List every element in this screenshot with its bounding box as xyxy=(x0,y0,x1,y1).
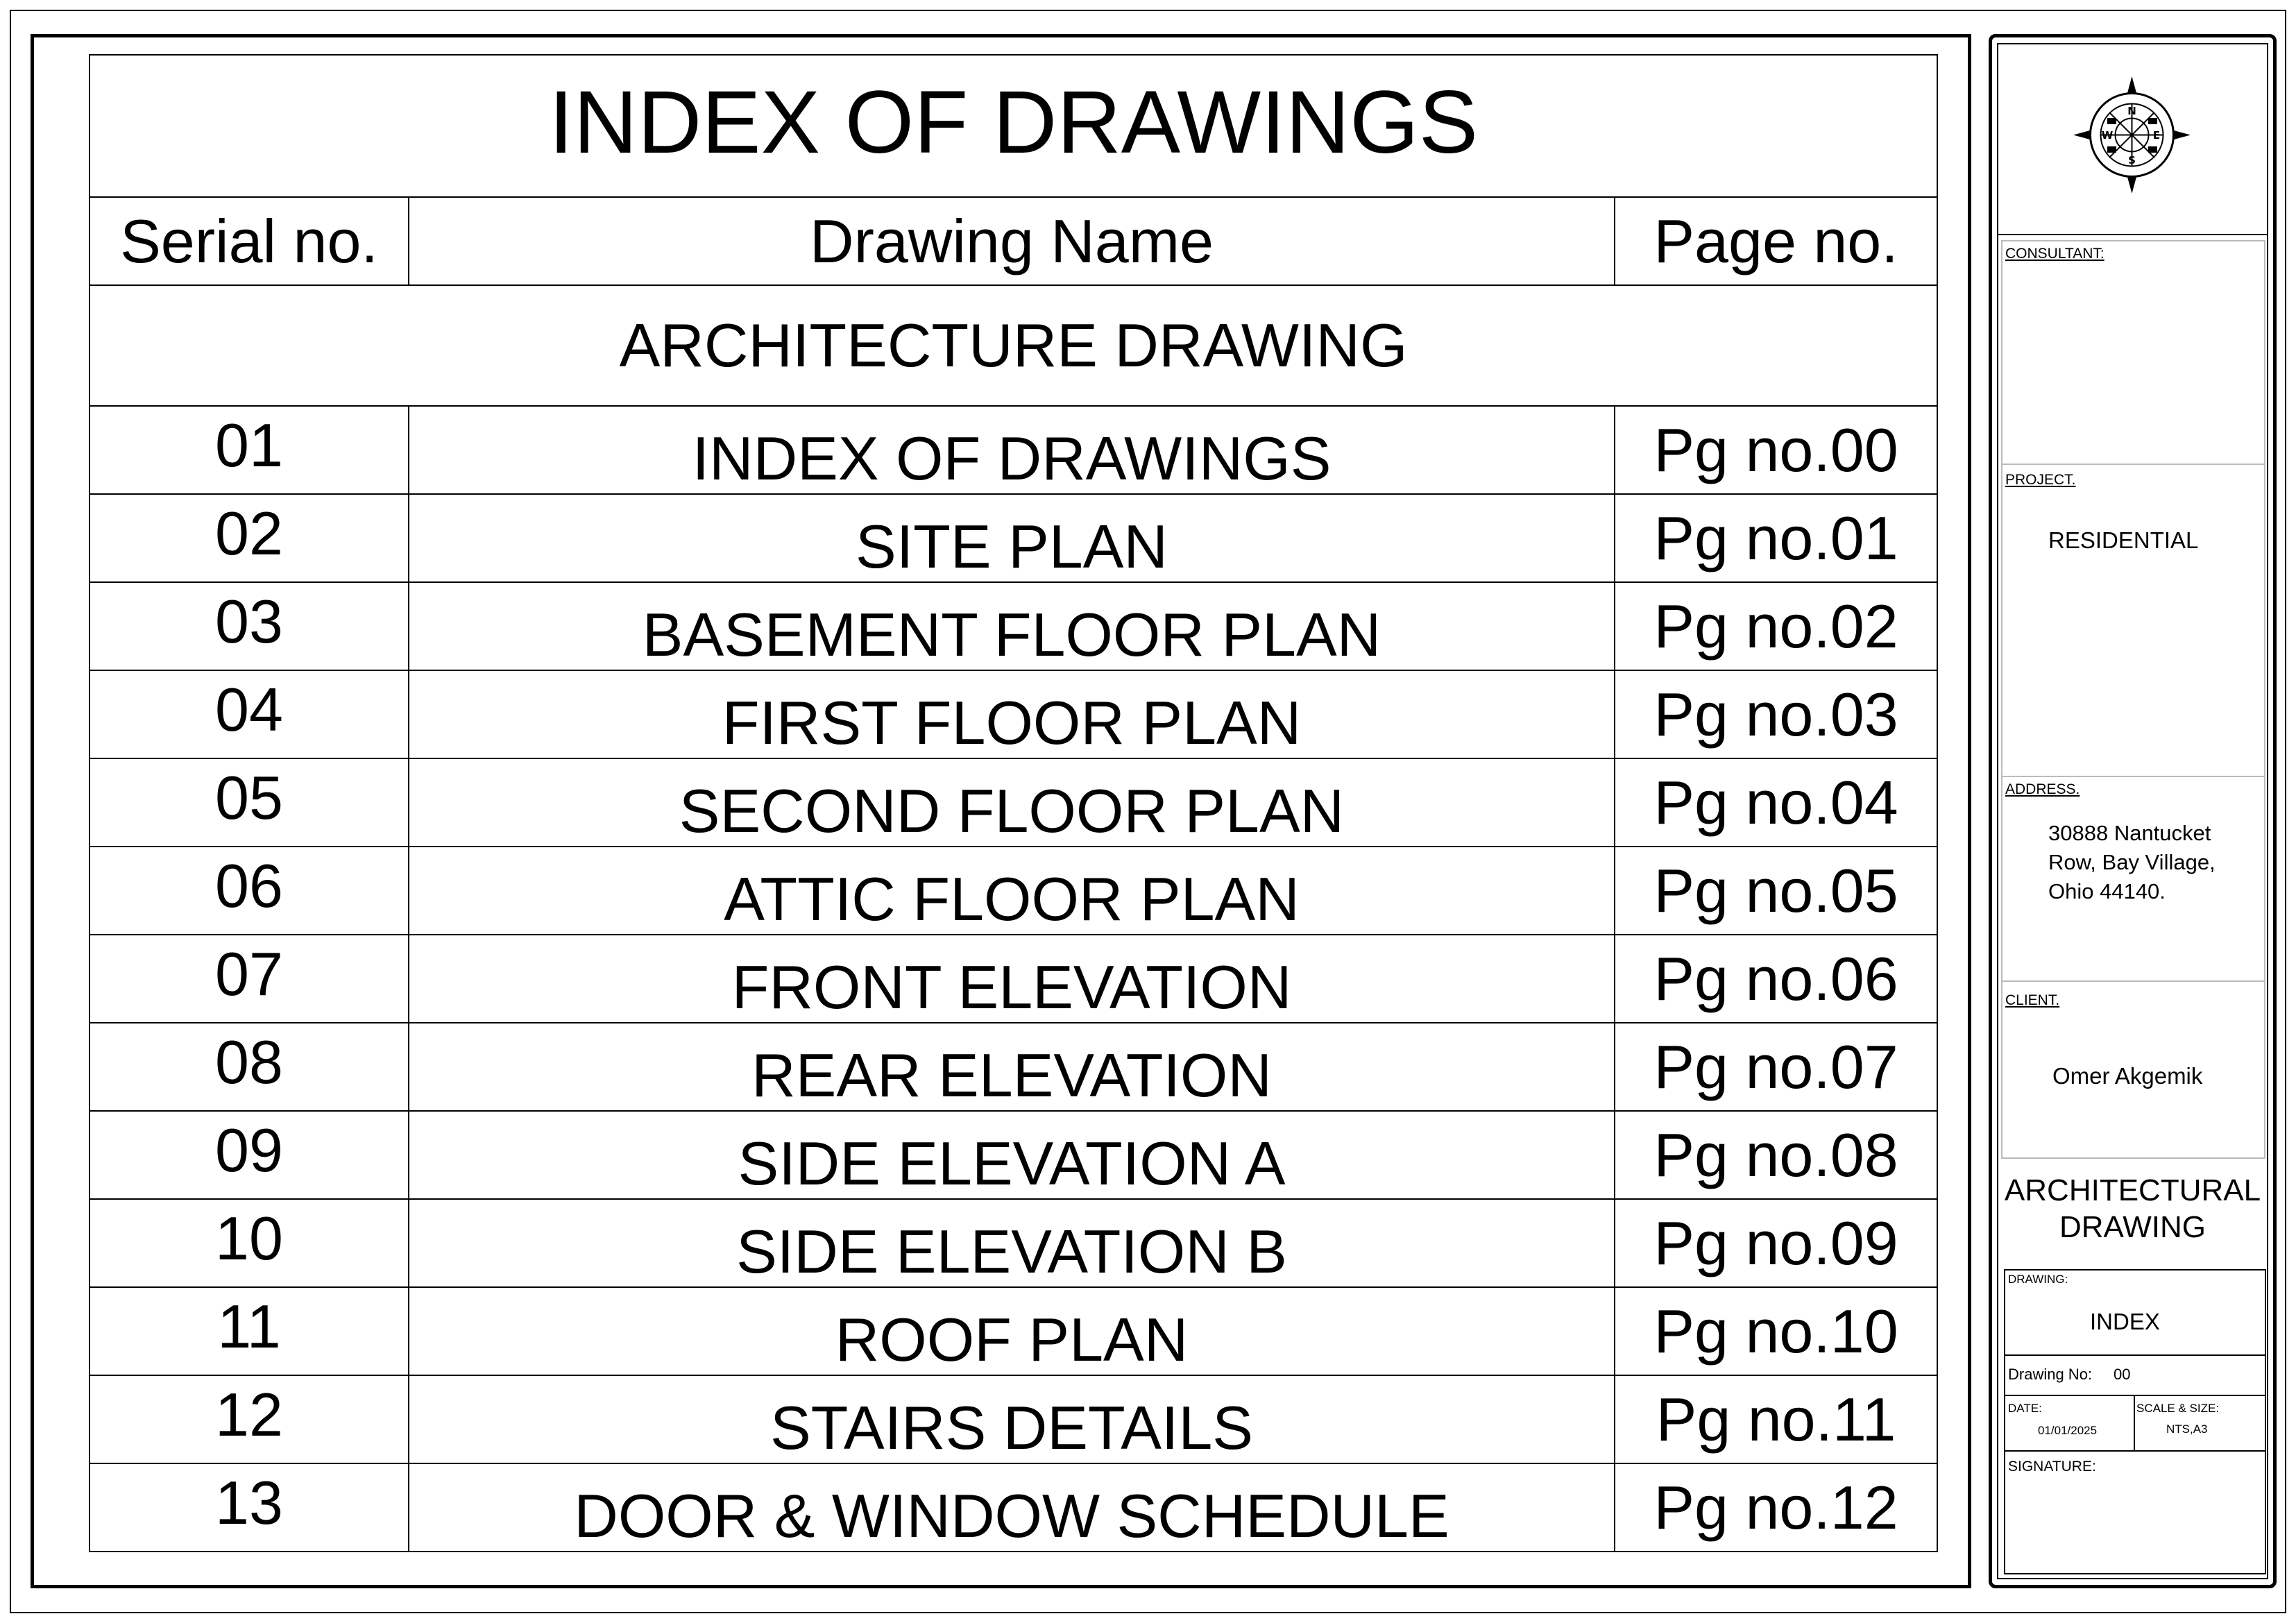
page-number-cell: Pg no.05 xyxy=(1615,847,1937,935)
page-number-cell: Pg no.04 xyxy=(1615,758,1937,847)
compass-w: W xyxy=(2101,129,2114,142)
serial-cell: 06 xyxy=(90,847,409,935)
address-value xyxy=(2048,819,2216,906)
serial-cell: 03 xyxy=(90,582,409,670)
serial-cell: 02 xyxy=(90,494,409,582)
drawing-name-cell: ATTIC FLOOR PLAN xyxy=(409,847,1615,935)
drawing-name-cell: SITE PLAN xyxy=(409,494,1615,582)
table-row xyxy=(90,494,1937,582)
serial-cell: 11 xyxy=(90,1287,409,1375)
page-number-cell: Pg no.00 xyxy=(1615,406,1937,494)
index-title: INDEX OF DRAWINGS xyxy=(90,55,1937,197)
compass-e: E xyxy=(2152,129,2161,142)
north-arrow-icon xyxy=(2071,74,2193,196)
serial-cell: 10 xyxy=(90,1199,409,1287)
divider-date xyxy=(2004,1450,2266,1452)
drawing-name-cell: FRONT ELEVATION xyxy=(409,935,1615,1023)
header-row xyxy=(90,197,1937,285)
divider-date-scale xyxy=(2134,1395,2135,1452)
sheet-type-line-2: DRAWING xyxy=(2059,1209,2206,1244)
table-row xyxy=(90,1199,1937,1287)
table-row xyxy=(90,1463,1937,1552)
date-label: DATE: xyxy=(2008,1402,2042,1415)
serial-cell: 01 xyxy=(90,406,409,494)
drawing-name-header: Drawing Name xyxy=(409,197,1615,285)
divider-compass xyxy=(1997,234,2268,235)
address-line-1: 30888 Nantucket xyxy=(2048,821,2211,845)
table-row xyxy=(90,1287,1937,1375)
table-row xyxy=(90,758,1937,847)
sheet-type xyxy=(1997,1173,2268,1246)
table-row xyxy=(90,582,1937,670)
table-row xyxy=(90,1375,1937,1463)
index-table xyxy=(89,54,1938,1552)
drawing-value: INDEX xyxy=(2090,1309,2160,1334)
serial-cell: 08 xyxy=(90,1023,409,1111)
guide-line-left xyxy=(2001,240,2002,1159)
page-number-cell: Pg no.03 xyxy=(1615,670,1937,758)
table-row xyxy=(90,1111,1937,1199)
page-number-cell: Pg no.07 xyxy=(1615,1023,1937,1111)
serial-header: Serial no. xyxy=(90,197,409,285)
serial-cell: 07 xyxy=(90,935,409,1023)
drawing-name-cell: BASEMENT FLOOR PLAN xyxy=(409,582,1615,670)
page-header: Page no. xyxy=(1615,197,1937,285)
drawing-name-cell: REAR ELEVATION xyxy=(409,1023,1615,1111)
serial-cell: 13 xyxy=(90,1463,409,1552)
address-line-3: Ohio 44140. xyxy=(2048,878,2166,903)
divider-client-bottom xyxy=(2001,1157,2265,1159)
page-number-cell: Pg no.02 xyxy=(1615,582,1937,670)
scale-value: NTS,A3 xyxy=(2166,1422,2208,1436)
page-number-cell: Pg no.09 xyxy=(1615,1199,1937,1287)
address-line-2: Row, Bay Village, xyxy=(2048,849,2216,874)
divider-drawing xyxy=(2004,1354,2266,1356)
divider-consultant-top xyxy=(2001,240,2265,241)
guide-line-right xyxy=(2264,240,2265,1159)
serial-cell: 04 xyxy=(90,670,409,758)
page-number-cell: Pg no.10 xyxy=(1615,1287,1937,1375)
client-value: Omer Akgemik xyxy=(2052,1063,2203,1089)
page-number-cell: Pg no.11 xyxy=(1615,1375,1937,1463)
compass-n: N xyxy=(2127,105,2136,117)
client-label: CLIENT. xyxy=(2005,992,2060,1008)
table-row xyxy=(90,847,1937,935)
page-number-cell: Pg no.08 xyxy=(1615,1111,1937,1199)
address-label: ADDRESS. xyxy=(2005,781,2080,797)
divider-drawing-no xyxy=(2004,1395,2266,1396)
page-number-cell: Pg no.06 xyxy=(1615,935,1937,1023)
drawing-name-cell: SECOND FLOOR PLAN xyxy=(409,758,1615,847)
signature-label: SIGNATURE: xyxy=(2008,1459,2096,1475)
scale-label: SCALE & SIZE: xyxy=(2136,1402,2220,1415)
table-row xyxy=(90,1023,1937,1111)
drawing-name-cell: DOOR & WINDOW SCHEDULE xyxy=(409,1463,1615,1552)
serial-cell: 05 xyxy=(90,758,409,847)
date-value: 01/01/2025 xyxy=(2038,1424,2098,1437)
drawing-no-label: Drawing No: xyxy=(2008,1366,2093,1383)
table-row xyxy=(90,406,1937,494)
drawing-name-cell: ROOF PLAN xyxy=(409,1287,1615,1375)
divider-project xyxy=(2001,464,2265,465)
divider-address xyxy=(2001,776,2265,777)
serial-cell: 09 xyxy=(90,1111,409,1199)
divider-client xyxy=(2001,980,2265,982)
serial-cell: 12 xyxy=(90,1375,409,1463)
compass-s: S xyxy=(2128,154,2136,167)
section-heading: ARCHITECTURE DRAWING xyxy=(90,285,1937,406)
drawing-name-cell: SIDE ELEVATION B xyxy=(409,1199,1615,1287)
drawing-name-cell: SIDE ELEVATION A xyxy=(409,1111,1615,1199)
page-number-cell: Pg no.01 xyxy=(1615,494,1937,582)
project-label: PROJECT. xyxy=(2005,472,2076,488)
drawing-name-cell: INDEX OF DRAWINGS xyxy=(409,406,1615,494)
table-row xyxy=(90,935,1937,1023)
table-row xyxy=(90,670,1937,758)
sheet-type-line-1: ARCHITECTURAL xyxy=(2004,1173,2261,1207)
page-number-cell: Pg no.12 xyxy=(1615,1463,1937,1552)
drawing-no-value: 00 xyxy=(2114,1366,2131,1383)
project-value: RESIDENTIAL xyxy=(2048,527,2199,553)
drawing-name-cell: FIRST FLOOR PLAN xyxy=(409,670,1615,758)
drawing-label: DRAWING: xyxy=(2008,1273,2068,1286)
consultant-label: CONSULTANT: xyxy=(2005,246,2104,262)
drawing-name-cell: STAIRS DETAILS xyxy=(409,1375,1615,1463)
